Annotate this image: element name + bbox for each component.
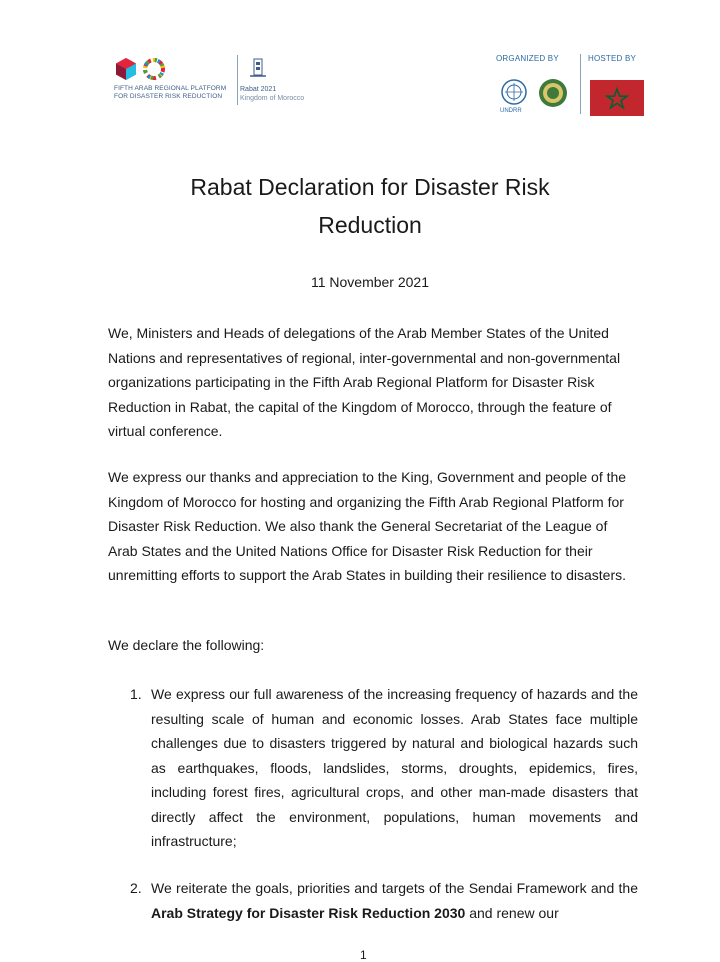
platform-line-1: FIFTH ARAB REGIONAL PLATFORM — [114, 85, 227, 92]
morocco-star-icon — [590, 80, 644, 116]
organized-by-label: ORGANIZED BY — [496, 54, 559, 63]
strategy-name: Arab Strategy for Disaster Risk Reduction 2030 — [151, 904, 466, 921]
un-emblem-icon — [500, 78, 528, 106]
document-title — [120, 168, 620, 244]
hosted-by-label: HOSTED BY — [588, 54, 637, 63]
list-item — [132, 876, 638, 925]
platform-name — [114, 85, 232, 101]
page-number: 1 — [360, 948, 367, 962]
platform-line-2: FOR DISASTER RISK REDUCTION — [114, 93, 223, 100]
event-location: Kingdom of Morocco — [240, 95, 305, 102]
list-item-text: We express our full awareness of the increasing frequency of hazards and the resulting scale of human and economic losses. Arab States face multiple challenges due to disasters triggered by natural and biological hazards such as earthquakes, floods, landslides, storms, droughts, epidemics, fires, including forest fires, agricultural crops, and other man-made disasters that directly affect the environment, populations, human movements and infrastructure; — [151, 686, 638, 849]
list-item-number: 2. — [130, 880, 142, 896]
platform-logo-block — [114, 55, 324, 107]
cube-logo-icon — [114, 57, 138, 81]
list-item-text-start: We reiterate the goals, priorities and targets of the Sendai Framework and the — [151, 880, 638, 896]
list-item-text — [151, 876, 638, 925]
event-info — [240, 85, 330, 103]
morocco-flag — [590, 80, 644, 116]
document-date: 11 November 2021 — [310, 274, 430, 290]
title-line-1: Rabat Declaration for Disaster Risk — [190, 174, 550, 200]
arab-league-emblem-icon — [538, 78, 568, 108]
list-item — [132, 682, 638, 854]
list-item-text-end: and renew our — [465, 904, 559, 921]
paragraph-3: We declare the following: — [108, 637, 265, 653]
paragraph-1: We, Ministers and Heads of delegations of the Arab Member States of the United Nations and representatives of regional, inter-governmental and non-governmental organizations participating in the Fifth Arab Regional Platform for Disaster Risk Reduction in Rabat, the capital of the Kingdom of Morocco, through the feature of virtual conference. — [108, 325, 621, 439]
paragraph-2: We express our thanks and appreciation to the King, Government and people of the Kingdom of Morocco for hosting and organizing the Fifth Arab Regional Platform for Disaster Risk Reduction. We also thank the General Secretariat of the League of Arab States and the United Nations Office for Disaster Risk Reduction for their unremitting efforts to support the Arab States in building their resilience to disasters. — [108, 469, 627, 583]
event-title: Rabat 2021 — [240, 86, 277, 93]
title-line-2: Reduction — [318, 212, 422, 238]
undrr-label: UNDRR — [500, 108, 522, 114]
organizers-block — [494, 54, 654, 120]
header-divider — [237, 55, 238, 105]
monument-icon — [248, 57, 268, 79]
organizer-divider — [580, 54, 581, 114]
sdg-wheel-icon — [142, 57, 166, 81]
list-item-number: 1. — [130, 686, 142, 702]
